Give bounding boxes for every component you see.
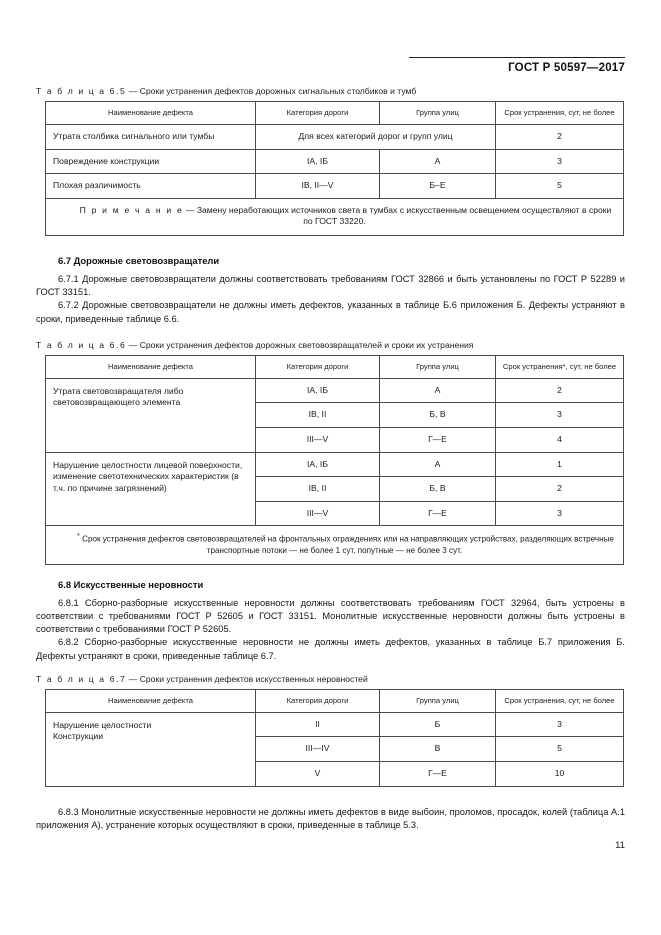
table-67-r2-term: 5 <box>496 737 624 762</box>
table-67-defect <box>46 712 256 786</box>
table-65-th-category: Категория дороги <box>256 102 380 125</box>
table-67-r1-street-group: Б <box>380 712 496 737</box>
section-67-paragraph-2: 6.7.2 Дорожные световозвращатели не должны иметь дефектов, указанных в таблице Б.6 приложения Б. Дефекты устраняют в сроки, приведенные таблице 6.6. <box>36 300 625 324</box>
table-66-caption-text: — Сроки устранения дефектов дорожных световозвращателей и сроки их устранения <box>126 339 474 350</box>
table-row <box>46 452 624 477</box>
table-66-footnote <box>46 526 624 565</box>
document-content <box>36 86 625 832</box>
table-65-th-street-group: Группа улиц <box>380 102 496 125</box>
table-65-r3-category: IB, II—V <box>256 174 380 199</box>
table-65-th-defect: Наименование дефекта <box>46 102 256 125</box>
table-67-th-street-group: Группа улиц <box>380 689 496 712</box>
table-67-defect-line-2: Конструкции <box>53 731 104 742</box>
table-65-r1-defect: Утрата столбика сигнального или тумбы <box>46 125 256 150</box>
table-67-r3-category: V <box>256 762 380 787</box>
table-65-r2-defect: Повреждение конструкции <box>46 149 256 174</box>
table-row <box>46 198 624 235</box>
table-66-g1-r2-category: IB, II <box>256 403 380 428</box>
table-65-r3-defect: Плохая различимость <box>46 174 256 199</box>
table-66-g1-r3-term: 4 <box>496 427 624 452</box>
table-66-g1-defect: Утрата световозвращателя либо световозвращающего элемента <box>46 378 256 452</box>
table-67 <box>45 689 624 787</box>
table-67-th-category: Категория дороги <box>256 689 380 712</box>
table-66 <box>45 355 624 565</box>
table-66-g2-r3-street-group: Г—Е <box>380 501 496 526</box>
table-65-caption <box>36 86 625 97</box>
table-66-th-street-group: Группа улиц <box>380 355 496 378</box>
table-67-th-term: Срок устранения, сут, не более <box>496 689 624 712</box>
table-67-caption <box>36 674 625 685</box>
section-68-paragraph-1: 6.8.1 Сборно-разборные искусственные неровности должны соответствовать требованиям ГОСТ 32964, быть устроены в соответствии с требованиями ГОСТ Р 52605 и ГОСТ 33151. Монолитные искусственные неровности должны быть устроены в соответствии с требованиями ГОСТ Р 52605. <box>36 597 625 635</box>
table-65-r3-term: 5 <box>496 174 624 199</box>
table-66-g2-r1-term: 1 <box>496 452 624 477</box>
table-67-r1-term: 3 <box>496 712 624 737</box>
table-65-r2-category: IA, IБ <box>256 149 380 174</box>
table-66-g2-r2-street-group: Б, В <box>380 477 496 502</box>
section-67-heading: 6.7 Дорожные световозвращатели <box>58 255 220 266</box>
table-67-r1-category: II <box>256 712 380 737</box>
table-66-g2-r2-category: IB, II <box>256 477 380 502</box>
section-68-paragraph-2: 6.8.2 Сборно-разборные искусственные неровности не должны иметь дефектов, указанных в таблице Б.7 приложения Б. Дефекты устраняют в сроки, приведенные таблице 6.7. <box>36 637 625 661</box>
table-67-th-defect: Наименование дефекта <box>46 689 256 712</box>
table-65-th-term: Срок устранения, сут, не более <box>496 102 624 125</box>
table-67-caption-label: Т а б л и ц а 6.7 <box>36 673 127 684</box>
table-row <box>46 174 624 199</box>
table-66-g1-r1-term: 2 <box>496 378 624 403</box>
table-66-caption-label: Т а б л и ц а 6.6 <box>36 339 127 350</box>
table-row <box>46 378 624 403</box>
table-row <box>46 125 624 150</box>
table-66-g1-r1-category: IA, IБ <box>256 378 380 403</box>
table-66-th-category: Категория дороги <box>256 355 380 378</box>
document-header <box>36 58 625 76</box>
table-65 <box>45 101 624 236</box>
table-66-g2-r3-term: 3 <box>496 501 624 526</box>
table-65-r1-term: 2 <box>496 125 624 150</box>
table-66-g2-r1-category: IA, IБ <box>256 452 380 477</box>
footnote-star-icon: * <box>77 533 80 541</box>
table-67-caption-text: — Сроки устранения дефектов искусственных неровностей <box>126 673 368 684</box>
table-65-header-row <box>46 102 624 125</box>
table-66-footnote-text: Срок устранения дефектов световозвращателей на фронтальных ограждениях или на направляющих устройствах, разделяющих встречные транспортные потоки — не более 1 сут, попутные — не более 3 сут. <box>82 535 614 555</box>
table-66-g1-r2-street-group: Б, В <box>380 403 496 428</box>
table-66-g1-r1-street-group: А <box>380 378 496 403</box>
section-68-paragraph-3: 6.8.3 Монолитные искусственные неровности не должны иметь дефектов в виде выбоин, проломов, просадок, колей (таблица А.1 приложения А), устранение которых осуществляют в сроки, приведенные в таблице 5.3. <box>36 806 625 830</box>
table-66-g2-defect: Нарушение целостности лицевой поверхности, изменение светотехнических характеристик (в т.ч. по причине загрязнений) <box>46 452 256 526</box>
table-row <box>46 526 624 565</box>
table-67-r3-term: 10 <box>496 762 624 787</box>
table-65-note-label: П р и м е ч а н и е <box>79 204 184 215</box>
table-67-r3-street-group: Г—Е <box>380 762 496 787</box>
standard-identifier: ГОСТ Р 50597—2017 <box>508 62 625 74</box>
table-67-r2-category: III—IV <box>256 737 380 762</box>
table-65-r2-street-group: А <box>380 149 496 174</box>
table-65-caption-text: — Сроки устранения дефектов дорожных сигнальных столбиков и тумб <box>126 86 417 96</box>
table-66-g2-r2-term: 2 <box>496 477 624 502</box>
table-65-note <box>46 198 624 235</box>
table-66-caption <box>36 340 625 351</box>
table-row <box>46 149 624 174</box>
table-65-caption-label: Т а б л и ц а 6.5 <box>36 86 127 96</box>
table-66-g1-r3-category: III—V <box>256 427 380 452</box>
table-66-g1-r3-street-group: Г—Е <box>380 427 496 452</box>
table-67-r2-street-group: В <box>380 737 496 762</box>
table-66-th-defect: Наименование дефекта <box>46 355 256 378</box>
table-65-r1-merged: Для всех категорий дорог и групп улиц <box>256 125 496 150</box>
table-66-g2-r1-street-group: А <box>380 452 496 477</box>
section-67-paragraph-1: 6.7.1 Дорожные световозвращатели должны соответствовать требованиям ГОСТ 32866 и быть установлены по ГОСТ Р 52289 и ГОСТ 33151. <box>36 274 625 298</box>
table-67-defect-line-1: Нарушение целостности <box>53 719 152 730</box>
table-66-g2-r3-category: III—V <box>256 501 380 526</box>
table-66-header-row <box>46 355 624 378</box>
section-68-heading: 6.8 Искусственные неровности <box>58 578 204 590</box>
table-66-th-term: Срок устранения*, сут, не более <box>496 355 624 378</box>
page-number: 11 <box>615 840 625 851</box>
table-row <box>46 712 624 737</box>
table-65-r3-street-group: Б–Е <box>380 174 496 199</box>
table-65-r2-term: 3 <box>496 149 624 174</box>
table-65-note-text: — Замену неработающих источников света в тумбах с искусственным освещением осуществляют в сроки по ГОСТ 33220. <box>183 204 612 227</box>
table-66-g1-r2-term: 3 <box>496 403 624 428</box>
table-67-header-row <box>46 689 624 712</box>
